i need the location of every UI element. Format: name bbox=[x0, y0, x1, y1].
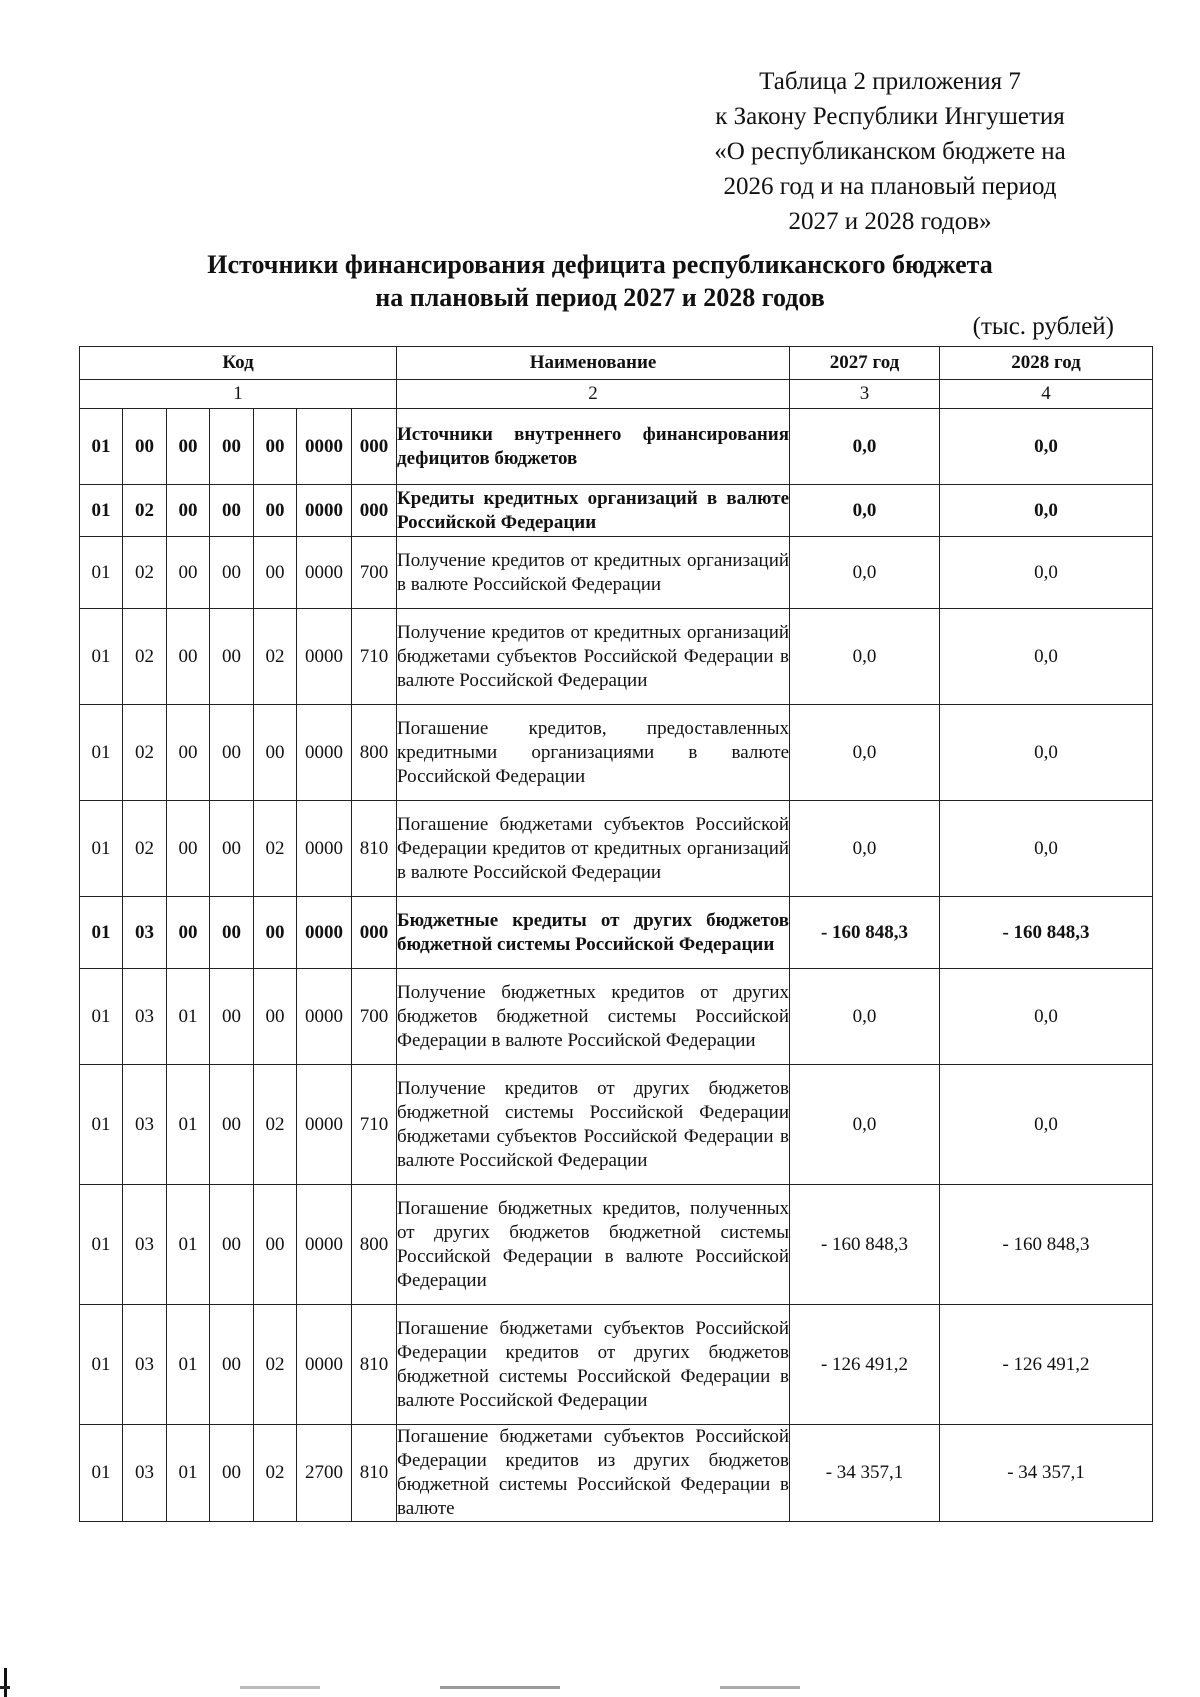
row-name: Погашение бюджетами субъектов Российской Федерации кредитов от кредитных организаций в валюте Российской Федерации bbox=[397, 813, 790, 883]
code-segment-7: 700 bbox=[352, 537, 397, 609]
row-name: Бюджетные кредиты от других бюджетов бюджетной системы Российской Федерации bbox=[397, 909, 790, 955]
code-segment-3: 00 bbox=[167, 537, 210, 609]
value-2028: - 160 848,3 bbox=[940, 1185, 1153, 1305]
value-2028: 0,0 bbox=[940, 485, 1153, 537]
code-segment-4: 00 bbox=[210, 485, 254, 537]
value-2027: - 160 848,3 bbox=[790, 897, 940, 969]
code-segment-3: 00 bbox=[167, 705, 210, 801]
table-row bbox=[80, 897, 1153, 969]
code-segment-6: 0000 bbox=[297, 1065, 352, 1185]
code-segment-3: 01 bbox=[167, 969, 210, 1065]
code-segment-2: 03 bbox=[123, 1425, 167, 1522]
code-segment-4: 00 bbox=[210, 801, 254, 897]
code-segment-3: 01 bbox=[167, 1185, 210, 1305]
value-2027: 0,0 bbox=[790, 801, 940, 897]
code-segment-5: 02 bbox=[254, 1065, 297, 1185]
value-2028: - 34 357,1 bbox=[940, 1425, 1153, 1522]
code-segment-7: 810 bbox=[352, 1425, 397, 1522]
row-name-cell bbox=[397, 969, 790, 1065]
value-2027: - 160 848,3 bbox=[790, 1185, 940, 1305]
code-segment-5: 00 bbox=[254, 969, 297, 1065]
row-name-cell bbox=[397, 1425, 790, 1522]
code-segment-7: 810 bbox=[352, 1305, 397, 1425]
column-number-3: 3 bbox=[790, 380, 940, 409]
code-segment-4: 00 bbox=[210, 705, 254, 801]
code-segment-1: 01 bbox=[80, 537, 123, 609]
value-2027: - 126 491,2 bbox=[790, 1305, 940, 1425]
value-2028: 0,0 bbox=[940, 969, 1153, 1065]
row-name: Погашение бюджетных кредитов, полученных от других бюджетов бюджетной системы Российской Федерации в валюте Российской Федерации bbox=[397, 1197, 790, 1291]
code-segment-1: 01 bbox=[80, 801, 123, 897]
code-segment-2: 02 bbox=[123, 705, 167, 801]
code-segment-6: 0000 bbox=[297, 537, 352, 609]
row-name: Получение кредитов от кредитных организаций в валюте Российской Федерации bbox=[397, 549, 790, 595]
code-segment-6: 0000 bbox=[297, 485, 352, 537]
row-name: Погашение бюджетами субъектов Российской Федерации кредитов из других бюджетов бюджетной системы Российской Федерации в валюте bbox=[397, 1426, 790, 1519]
code-segment-7: 710 bbox=[352, 1065, 397, 1185]
table-row bbox=[80, 1185, 1153, 1305]
row-name-cell bbox=[397, 1185, 790, 1305]
code-segment-5: 02 bbox=[254, 609, 297, 705]
code-segment-7: 710 bbox=[352, 609, 397, 705]
code-segment-6: 0000 bbox=[297, 1305, 352, 1425]
code-segment-4: 00 bbox=[210, 897, 254, 969]
row-name-cell bbox=[397, 409, 790, 485]
code-segment-7: 800 bbox=[352, 1185, 397, 1305]
code-segment-6: 0000 bbox=[297, 705, 352, 801]
row-name-cell bbox=[397, 705, 790, 801]
value-2027: 0,0 bbox=[790, 409, 940, 485]
code-segment-5: 00 bbox=[254, 1185, 297, 1305]
table-header-row bbox=[80, 347, 1153, 380]
value-2027: 0,0 bbox=[790, 705, 940, 801]
code-segment-3: 00 bbox=[167, 801, 210, 897]
value-2028: - 126 491,2 bbox=[940, 1305, 1153, 1425]
value-2027: 0,0 bbox=[790, 537, 940, 609]
code-segment-1: 01 bbox=[80, 1065, 123, 1185]
code-segment-1: 01 bbox=[80, 409, 123, 485]
row-name-cell bbox=[397, 1065, 790, 1185]
code-segment-2: 03 bbox=[123, 969, 167, 1065]
row-name-cell bbox=[397, 537, 790, 609]
code-segment-7: 700 bbox=[352, 969, 397, 1065]
row-name-cell bbox=[397, 609, 790, 705]
code-segment-5: 02 bbox=[254, 1425, 297, 1522]
header-2027: 2027 год bbox=[790, 347, 940, 380]
code-segment-3: 01 bbox=[167, 1065, 210, 1185]
appendix-line-1: Таблица 2 приложения 7 bbox=[759, 68, 1021, 95]
code-segment-2: 03 bbox=[123, 1305, 167, 1425]
code-segment-4: 00 bbox=[210, 1065, 254, 1185]
code-segment-5: 02 bbox=[254, 801, 297, 897]
units-label: (тыс. рублей) bbox=[972, 313, 1114, 340]
code-segment-5: 00 bbox=[254, 897, 297, 969]
code-segment-1: 01 bbox=[80, 1425, 123, 1522]
row-name: Кредиты кредитных организаций в валюте Российской Федерации bbox=[397, 487, 790, 533]
code-segment-3: 00 bbox=[167, 609, 210, 705]
code-segment-2: 00 bbox=[123, 409, 167, 485]
title-line-2: на плановый период 2027 и 2028 годов bbox=[375, 283, 825, 312]
row-name: Погашение бюджетами субъектов Российской Федерации кредитов от других бюджетов бюджетной системы Российской Федерации в валюте Российской Федерации bbox=[397, 1317, 790, 1411]
code-segment-3: 00 bbox=[167, 897, 210, 969]
column-number-row bbox=[80, 380, 1153, 409]
code-segment-1: 01 bbox=[80, 485, 123, 537]
code-segment-6: 0000 bbox=[297, 1185, 352, 1305]
row-name: Получение кредитов от кредитных организаций бюджетами субъектов Российской Федерации в валюте Российской Федерации bbox=[397, 621, 790, 691]
header-name: Наименование bbox=[397, 347, 790, 380]
code-segment-7: 810 bbox=[352, 801, 397, 897]
code-segment-7: 000 bbox=[352, 897, 397, 969]
row-name-cell bbox=[397, 897, 790, 969]
code-segment-1: 01 bbox=[80, 897, 123, 969]
code-segment-3: 00 bbox=[167, 485, 210, 537]
scan-artifact-line bbox=[0, 1686, 1200, 1689]
value-2027: 0,0 bbox=[790, 485, 940, 537]
code-segment-2: 02 bbox=[123, 537, 167, 609]
column-number-2: 2 bbox=[397, 380, 790, 409]
code-segment-7: 800 bbox=[352, 705, 397, 801]
appendix-line-2: к Закону Республики Ингушетия bbox=[715, 103, 1065, 130]
table-row bbox=[80, 485, 1153, 537]
table-row bbox=[80, 705, 1153, 801]
code-segment-2: 02 bbox=[123, 609, 167, 705]
code-segment-1: 01 bbox=[80, 1305, 123, 1425]
code-segment-3: 01 bbox=[167, 1425, 210, 1522]
code-segment-1: 01 bbox=[80, 705, 123, 801]
appendix-line-5: 2027 и 2028 годов» bbox=[788, 208, 992, 235]
value-2027: 0,0 bbox=[790, 969, 940, 1065]
value-2027: 0,0 bbox=[790, 1065, 940, 1185]
code-segment-5: 02 bbox=[254, 1305, 297, 1425]
row-name: Погашение кредитов, предоставленных кредитными организациями в валюте Российской Федерации bbox=[397, 717, 790, 787]
code-segment-6: 0000 bbox=[297, 409, 352, 485]
code-segment-3: 00 bbox=[167, 409, 210, 485]
code-segment-6: 0000 bbox=[297, 897, 352, 969]
appendix-line-4: 2026 год и на плановый период bbox=[723, 173, 1057, 200]
code-segment-1: 01 bbox=[80, 969, 123, 1065]
appendix-reference bbox=[660, 64, 1120, 239]
code-segment-2: 02 bbox=[123, 485, 167, 537]
table-row bbox=[80, 801, 1153, 897]
code-segment-2: 03 bbox=[123, 897, 167, 969]
code-segment-4: 00 bbox=[210, 409, 254, 485]
title-line-1: Источники финансирования дефицита республиканского бюджета bbox=[207, 250, 993, 279]
table-row bbox=[80, 609, 1153, 705]
code-segment-2: 03 bbox=[123, 1185, 167, 1305]
row-name-cell bbox=[397, 485, 790, 537]
row-name: Получение кредитов от других бюджетов бюджетной системы Российской Федерации бюджетами субъектов Российской Федерации в валюте Российской Федерации bbox=[397, 1077, 790, 1171]
code-segment-1: 01 bbox=[80, 1185, 123, 1305]
table-row bbox=[80, 1305, 1153, 1425]
code-segment-6: 0000 bbox=[297, 801, 352, 897]
header-code: Код bbox=[80, 347, 397, 380]
appendix-line-3: «О республиканском бюджете на bbox=[714, 138, 1066, 165]
value-2028: 0,0 bbox=[940, 801, 1153, 897]
value-2028: 0,0 bbox=[940, 409, 1153, 485]
row-name-cell bbox=[397, 1305, 790, 1425]
code-segment-4: 00 bbox=[210, 969, 254, 1065]
value-2027: - 34 357,1 bbox=[790, 1425, 940, 1522]
column-number-4: 4 bbox=[940, 380, 1153, 409]
document-title bbox=[140, 248, 1060, 314]
code-segment-5: 00 bbox=[254, 409, 297, 485]
header-2028: 2028 год bbox=[940, 347, 1153, 380]
code-segment-1: 01 bbox=[80, 609, 123, 705]
value-2028: 0,0 bbox=[940, 705, 1153, 801]
scan-artifact bbox=[4, 1668, 7, 1697]
code-segment-5: 00 bbox=[254, 537, 297, 609]
code-segment-4: 00 bbox=[210, 609, 254, 705]
value-2028: 0,0 bbox=[940, 609, 1153, 705]
table-row bbox=[80, 1065, 1153, 1185]
value-2028: 0,0 bbox=[940, 1065, 1153, 1185]
table-row bbox=[80, 1425, 1153, 1522]
code-segment-6: 0000 bbox=[297, 969, 352, 1065]
row-name: Источники внутреннего финансирования дефицитов бюджетов bbox=[397, 423, 790, 469]
code-segment-7: 000 bbox=[352, 485, 397, 537]
row-name-cell bbox=[397, 801, 790, 897]
value-2028: 0,0 bbox=[940, 537, 1153, 609]
table-row bbox=[80, 969, 1153, 1065]
value-2027: 0,0 bbox=[790, 609, 940, 705]
code-segment-6: 2700 bbox=[297, 1425, 352, 1522]
code-segment-4: 00 bbox=[210, 1425, 254, 1522]
code-segment-5: 00 bbox=[254, 485, 297, 537]
code-segment-4: 00 bbox=[210, 1305, 254, 1425]
code-segment-6: 0000 bbox=[297, 609, 352, 705]
code-segment-2: 02 bbox=[123, 801, 167, 897]
table-row bbox=[80, 537, 1153, 609]
value-2028: - 160 848,3 bbox=[940, 897, 1153, 969]
table-body bbox=[80, 347, 1153, 1522]
code-segment-7: 000 bbox=[352, 409, 397, 485]
code-segment-4: 00 bbox=[210, 1185, 254, 1305]
financing-sources-table bbox=[79, 346, 1153, 1522]
code-segment-2: 03 bbox=[123, 1065, 167, 1185]
code-segment-4: 00 bbox=[210, 537, 254, 609]
row-name: Получение бюджетных кредитов от других бюджетов бюджетной системы Российской Федерации в валюте Российской Федерации bbox=[397, 981, 790, 1051]
code-segment-5: 00 bbox=[254, 705, 297, 801]
table-row bbox=[80, 409, 1153, 485]
column-number-1: 1 bbox=[80, 380, 397, 409]
code-segment-3: 01 bbox=[167, 1305, 210, 1425]
